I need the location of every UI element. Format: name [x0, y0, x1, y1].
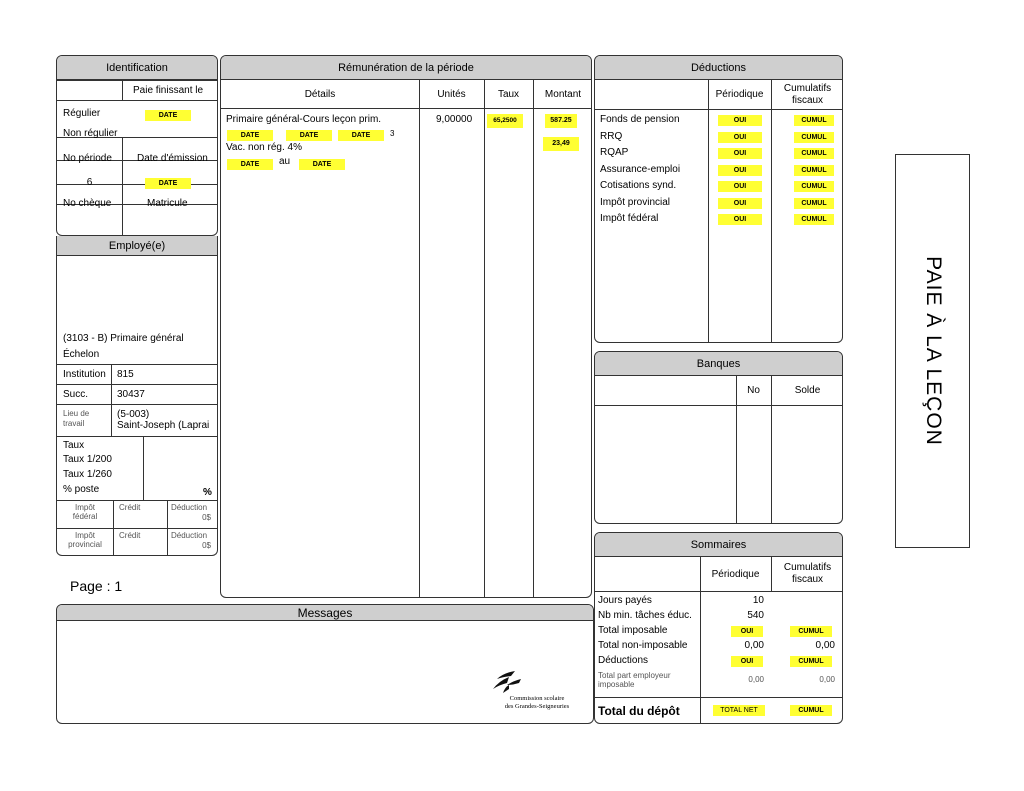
deduction-value: 0$	[202, 513, 211, 522]
logo-line-1: Commission scolaire	[509, 695, 565, 702]
deduction-item-label: RQAP	[600, 147, 629, 158]
succ-label: Succ.	[63, 389, 89, 400]
deduction-periodique: OUI	[718, 165, 762, 176]
taux-label: Taux	[63, 440, 85, 451]
col-no: No	[747, 385, 760, 396]
col-cumul-2: fiscaux	[791, 574, 824, 585]
deduction-cumul: CUMUL	[794, 181, 834, 192]
digit-3: 3	[390, 129, 395, 138]
line1-taux: 65,2500	[487, 114, 523, 128]
no-cheque-label: No chèque	[63, 198, 112, 209]
pct-poste-label: % poste	[63, 484, 100, 495]
deduction-cumul: CUMUL	[794, 198, 834, 209]
employe-title: Employé(e)	[57, 236, 217, 256]
logo-icon	[489, 667, 523, 695]
deduction-cumul: CUMUL	[794, 165, 834, 176]
corps-emploi: (3103 - B) Primaire général	[63, 333, 184, 344]
pct-sign: %	[203, 487, 212, 498]
remuneration-panel	[220, 55, 592, 598]
taux-200-label: Taux 1/200	[63, 454, 112, 465]
au-label: au	[279, 156, 291, 167]
deduction-periodique: OUI	[718, 181, 762, 192]
lieu-value-2: Saint-Joseph (Laprai	[117, 420, 210, 431]
taux-260-label: Taux 1/260	[63, 469, 112, 480]
deductions-cumul: CUMUL	[790, 656, 832, 667]
periode-value: 6	[86, 177, 93, 188]
messages-panel	[56, 604, 594, 724]
impot-federal-label-2: fédéral	[72, 512, 98, 521]
col-periodique: Périodique	[711, 569, 760, 580]
non-imposable-cumul: 0,00	[815, 640, 835, 651]
deduction-periodique: OUI	[718, 132, 762, 143]
col-montant: Montant	[544, 89, 582, 100]
total-imposable-cumul: CUMUL	[790, 626, 832, 637]
deduction-label: Déduction	[171, 531, 208, 540]
deduction-item-label: Impôt provincial	[600, 196, 671, 208]
col-unites: Unités	[437, 89, 466, 100]
total-imposable-label: Total imposable	[598, 625, 668, 636]
part-employeur-cumul: 0,00	[819, 675, 835, 684]
line2-details: Vac. non rég. 4%	[226, 142, 302, 153]
line2-montant: 23,49	[543, 137, 579, 151]
lieu-label-1: Lieu de	[63, 409, 90, 418]
date-emission-highlight: DATE	[145, 178, 191, 189]
institution-value: 815	[117, 369, 134, 380]
credit-label: Crédit	[119, 503, 141, 512]
total-depot-cumul: CUMUL	[790, 705, 832, 716]
school-board-logo	[489, 667, 523, 695]
deduction-item-label: Fonds de pension	[600, 114, 680, 125]
period-date-1: DATE	[227, 130, 273, 141]
logo-line-2: des Grandes-Seigneuries	[504, 703, 570, 710]
deduction-item-label: Assurance-emploi	[600, 163, 681, 175]
side-label-text: PAIE À LA LEÇON	[921, 256, 945, 446]
deduction-cumul: CUMUL	[794, 148, 834, 159]
line1-montant: 587.25	[545, 114, 577, 128]
deduction-label: Déduction	[171, 503, 208, 512]
non-imposable-value: 0,00	[744, 640, 764, 651]
credit-label: Crédit	[119, 531, 141, 540]
total-non-imposable-label: Total non-imposable	[598, 640, 688, 651]
page-number: Page : 1	[70, 578, 123, 594]
impot-provincial-label-2: provincial	[68, 540, 102, 549]
deductions-label: Déductions	[598, 655, 649, 666]
deduction-item-label: Cotisations synd.	[600, 180, 677, 191]
no-periode-label: No période	[63, 153, 112, 164]
deduction-cumul: CUMUL	[794, 214, 834, 225]
deduction-item-label: RRQ	[600, 130, 623, 142]
employe-panel	[56, 236, 218, 556]
deduction-periodique: OUI	[718, 115, 762, 126]
deduction-value: 0$	[202, 541, 211, 550]
deduction-cumul: CUMUL	[794, 132, 834, 143]
col-cumul-1: Cumulatifs	[783, 83, 832, 94]
jours-payes-value: 10	[752, 595, 764, 606]
banques-title: Banques	[595, 352, 842, 376]
remuneration-title: Rémunération de la période	[221, 56, 591, 80]
col-periodique: Périodique	[715, 89, 764, 100]
period-date-3: DATE	[338, 130, 384, 141]
deductions-periodique: OUI	[731, 656, 763, 667]
line1-details: Primaire général-Cours leçon prim.	[226, 114, 382, 125]
deductions-title: Déductions	[595, 56, 842, 80]
identification-panel	[56, 55, 218, 236]
sommaires-title: Sommaires	[595, 533, 842, 557]
col-details: Détails	[304, 89, 336, 100]
part-employeur-value: 0,00	[748, 675, 764, 684]
deduction-periodique: OUI	[718, 148, 762, 159]
nb-min-value: 540	[747, 610, 764, 621]
period-date-2: DATE	[286, 130, 332, 141]
lieu-value-1: (5-003)	[117, 409, 150, 420]
non-regulier-label: Non régulier	[63, 128, 118, 139]
deduction-cumul: CUMUL	[794, 115, 834, 126]
paie-finissant-label: Paie finissant le	[133, 85, 204, 96]
lieu-label-2: travail	[63, 419, 85, 428]
line1-unites: 9,00000	[436, 114, 473, 125]
total-imposable-periodique: OUI	[731, 626, 763, 637]
total-depot-label: Total du dépôt	[598, 704, 680, 718]
identification-title: Identification	[57, 56, 217, 80]
institution-label: Institution	[63, 369, 106, 380]
messages-title: Messages	[57, 605, 593, 621]
col-taux: Taux	[497, 89, 520, 100]
col-solde: Solde	[794, 385, 821, 396]
impot-provincial-label-1: Impôt	[74, 531, 95, 540]
side-label-box	[895, 154, 970, 548]
deduction-periodique: OUI	[718, 198, 762, 209]
banques-panel	[594, 351, 843, 524]
col-cumul-1: Cumulatifs	[783, 562, 832, 573]
vac-date-from: DATE	[227, 159, 273, 170]
vac-date-to: DATE	[299, 159, 345, 170]
total-net: TOTAL NET	[713, 705, 765, 716]
echelon-label: Échelon	[63, 349, 100, 360]
part-employeur-label-1: Total part employeur	[598, 671, 671, 680]
impot-federal-label-1: Impôt	[74, 503, 95, 512]
deductions-panel	[594, 55, 843, 343]
deduction-item-label: Impôt fédéral	[600, 213, 659, 224]
matricule-label: Matricule	[147, 198, 188, 209]
regulier-label: Régulier	[63, 108, 101, 119]
date-emission-label: Date d'émission	[137, 153, 208, 164]
jours-payes-label: Jours payés	[598, 595, 652, 606]
part-employeur-label-2: imposable	[598, 680, 635, 689]
sommaires-panel	[594, 532, 843, 724]
nb-min-label: Nb min. tâches éduc.	[598, 610, 692, 621]
date-highlight: DATE	[145, 110, 191, 121]
col-cumul-2: fiscaux	[791, 95, 824, 106]
deduction-periodique: OUI	[718, 214, 762, 225]
succ-value: 30437	[117, 389, 145, 400]
